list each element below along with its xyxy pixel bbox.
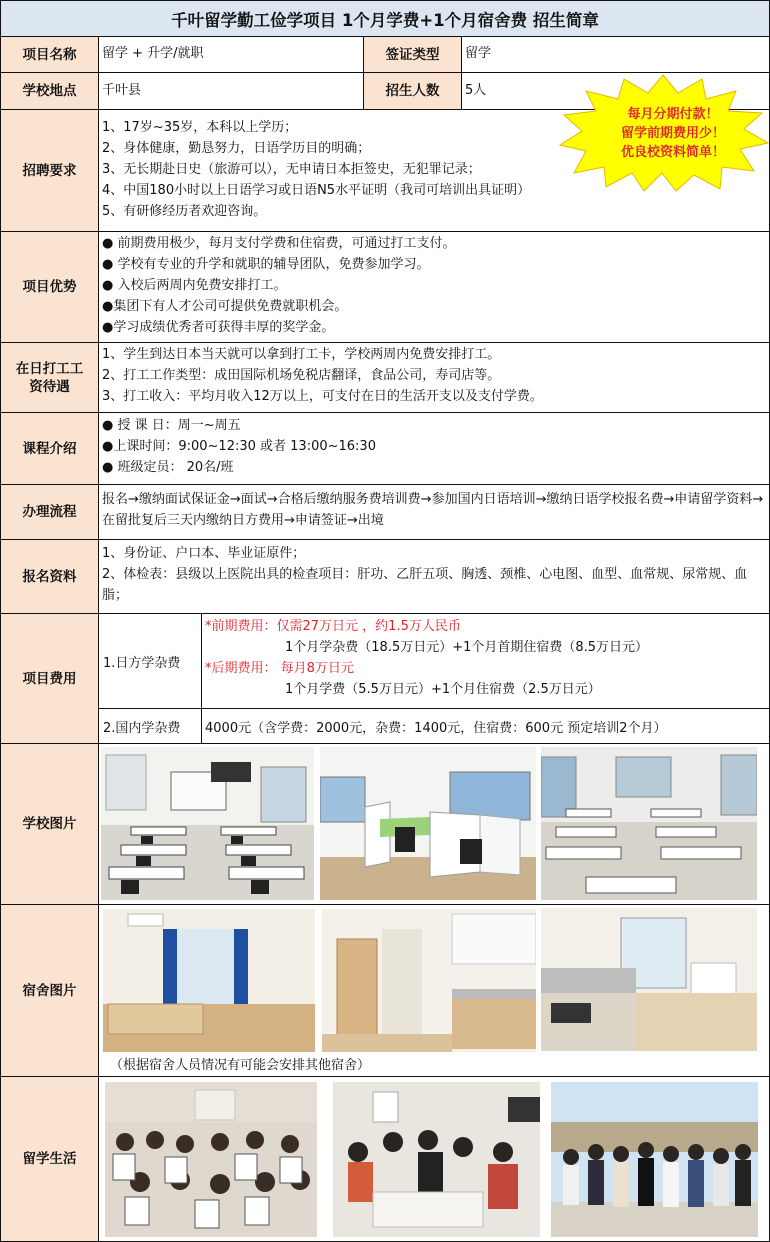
list-item: 3、打工收入：平均月收入12万以上，可支付在日的生活开支以及支付学费。: [102, 389, 543, 404]
row-advantages: [0, 232, 770, 343]
label-dorm-photos: 宿舍图片: [0, 905, 99, 1077]
label-school-location: 学校地点: [0, 73, 99, 110]
work-list: [99, 343, 770, 413]
value-project-name: 留学 + 升学/就职: [99, 37, 364, 73]
school-classroom-2-photo: [541, 747, 757, 900]
list-item: ● 学校有专业的升学和就职的辅导团队，免费参加学习。: [102, 257, 430, 272]
life-calligraphy-photo: [105, 1082, 317, 1237]
value-school-location: 千叶县: [99, 73, 364, 110]
list-item: 1、17岁~35岁，本科以上学历；: [102, 120, 298, 135]
list-item: ● 班级定员： 20名/班: [102, 460, 234, 475]
dorm-kitchen-photo: [322, 909, 536, 1052]
row-dorm-photos: [0, 905, 770, 1077]
row-work: [0, 343, 770, 413]
row-process: [0, 485, 770, 540]
label-advantages: 项目优势: [0, 232, 99, 343]
promo-line-1: 每月分期付款！: [627, 107, 719, 122]
list-item: ● 前期费用极少，每月支付学费和住宿费，可通过打工支付。: [102, 236, 456, 251]
life-outing-photo: [551, 1082, 758, 1237]
list-item: 2、体检表：县级以上医院出具的检查项目：肝功、乙肝五项、胸透、颈椎、心电图、血型、血常规、尿常规、血脂；: [102, 567, 748, 603]
row-life-photos: [0, 1077, 770, 1242]
value-enroll-count: 5人: [462, 73, 770, 110]
label-course: 课程介绍: [0, 413, 99, 485]
row-documents: [0, 540, 770, 614]
fees-jp-label: 1.日方学杂费: [99, 614, 202, 709]
fee-line: 1个月学费（5.5万日元）+1个月住宿费（2.5万日元）: [285, 682, 601, 697]
list-item: 3、无长期赴日史（旅游可以），无申请日本拒签史，无犯罪记录；: [102, 162, 481, 177]
list-item: 2、身体健康，勤恳努力，日语学历目的明确；: [102, 141, 371, 156]
school-classroom-photo: [101, 747, 314, 900]
fee-line: *前期费用：仅需27万日元 ，约1.5万人民币: [205, 619, 461, 634]
label-process: 办理流程: [0, 485, 99, 540]
school-study-room-photo: [320, 747, 536, 900]
fee-line: 1个月学杂费（18.5万日元）+1个月首期住宿费（8.5万日元）: [285, 640, 649, 655]
list-item: ●上课时间：9:00~12:30 或者 13:00~16:30: [102, 439, 376, 454]
list-item: 1、学生到达日本当天就可以拿到打工卡，学校两周内免费安排打工。: [102, 347, 501, 362]
label-fees: 项目费用: [0, 614, 99, 744]
label-documents: 报名资料: [0, 540, 99, 614]
list-item: ●学习成绩优秀者可获得丰厚的奖学金。: [102, 320, 335, 335]
fees-jp-detail: [202, 614, 770, 709]
row-school-photos: [0, 744, 770, 905]
row-project-name: [0, 37, 770, 73]
dorm-kitchen-2-photo: [541, 908, 757, 1051]
promo-line-2: 留学前期费用少！: [620, 126, 726, 141]
label-enroll-count: 招生人数: [364, 73, 462, 110]
fees-cn-value: 4000元（含学费：2000元，杂费：1400元，住宿费：600元 预定培训2个月）: [202, 709, 770, 744]
list-item: 5、有研修经历者欢迎咨询。: [102, 204, 267, 219]
list-item: 4、中国180小时以上日语学习或日语N5水平证明（我司可培训出具证明）: [102, 183, 531, 198]
value-visa-type: 留学: [462, 37, 770, 73]
dorm-note: （根据宿舍人员情况有可能会安排其他宿舍）: [110, 1058, 371, 1073]
list-item: ● 授 课 日：周一~周五: [102, 418, 241, 433]
course-list: [99, 413, 770, 485]
list-item: ● 入校后两周内免费安排打工。: [102, 278, 287, 293]
label-school-photos: 学校图片: [0, 744, 99, 905]
row-course: [0, 413, 770, 485]
dorm-room-photo: [103, 909, 315, 1052]
fees-cn-label: 2.国内学杂费: [99, 709, 202, 744]
label-project-name: 项目名称: [0, 37, 99, 73]
list-item: 1、身份证、户口本、毕业证原件；: [102, 546, 306, 561]
life-party-photo: [333, 1082, 540, 1237]
label-life-photos: 留学生活: [0, 1077, 99, 1242]
process-text: 报名→缴纳面试保证金→面试→合格后缴纳服务费培训费→参加国内日语培训→缴纳日语学校报名费→申请留学资料→在留批复后三天内缴纳日方费用→申请签证→出境: [99, 485, 770, 540]
label-requirements: 招聘要求: [0, 110, 99, 232]
label-visa-type: 签证类型: [364, 37, 462, 73]
list-item: 2、打工工作类型：成田国际机场免税店翻译，食品公司，寿司店等。: [102, 368, 501, 383]
promo-starburst: [556, 73, 770, 193]
promo-line-3: 优良校资料简单！: [620, 145, 726, 160]
fee-line: *后期费用： 每月8万日元: [205, 661, 354, 676]
label-work: 在日打工工资待遇: [0, 343, 99, 413]
page-title: 千叶留学勤工俭学项目 1个月学费+1个月宿舍费 招生简章: [0, 0, 770, 37]
advantages-list: [99, 232, 770, 343]
row-fees: [0, 614, 770, 744]
list-item: ●集团下有人才公司可提供免费就职机会。: [102, 299, 348, 314]
documents-list: [99, 540, 770, 614]
